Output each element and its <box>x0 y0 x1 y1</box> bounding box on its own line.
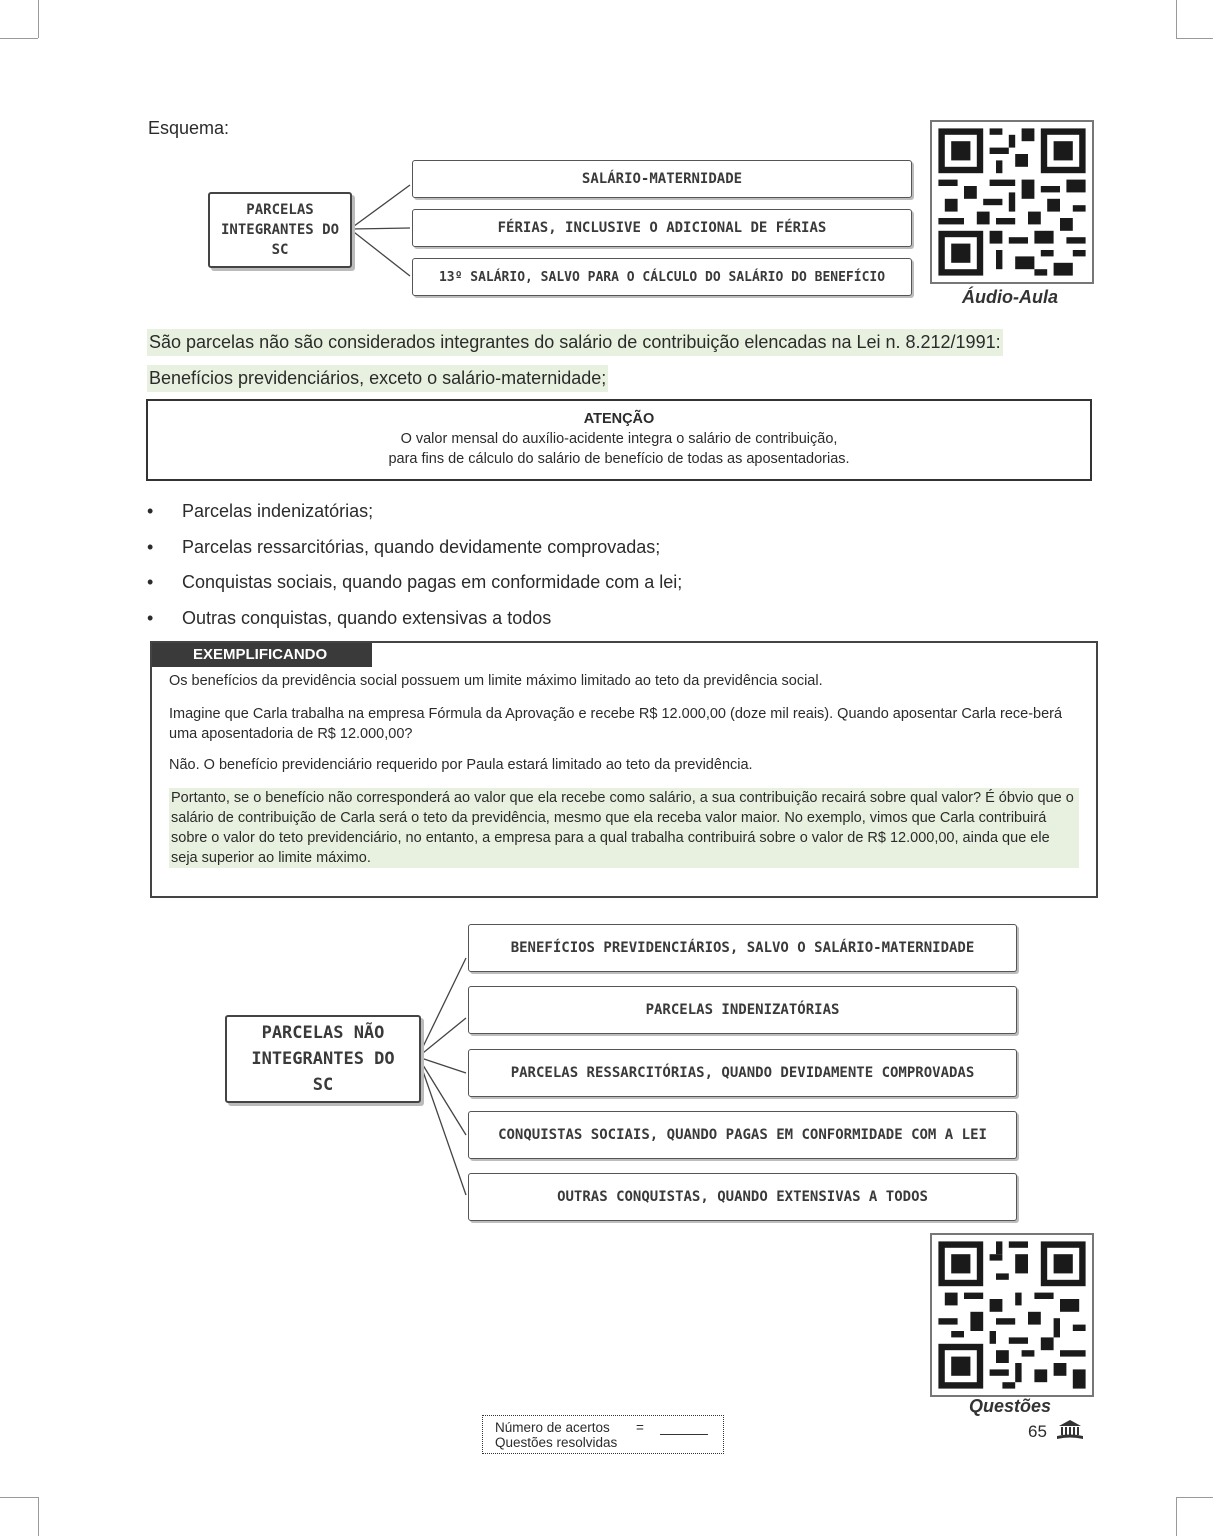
example-paragraph-3: Não. O benefício previdenciário requerido por Paula estará limitado ao teto da previdência. <box>169 757 753 773</box>
page-number: 65 <box>1028 1422 1047 1441</box>
diagram1-item-label: FÉRIAS, INCLUSIVE O ADICIONAL DE FÉRIAS <box>497 220 827 236</box>
diagram2-item <box>468 1111 1017 1159</box>
example-paragraph-1: Os benefícios da previdência social possuem um limite máximo limitado ao teto da previdência social. <box>169 673 823 689</box>
scheme-label: Esquema: <box>148 118 230 138</box>
diagram2-item <box>468 924 1017 972</box>
diagram2-item-label: PARCELAS INDENIZATÓRIAS <box>645 1002 840 1018</box>
score-blank-line[interactable] <box>660 1434 708 1435</box>
example-header: EXEMPLIFICANDO <box>152 643 372 667</box>
list-item-text: Conquistas sociais, quando pagas em conformidade com a lei; <box>182 572 683 592</box>
diagram2-item <box>468 986 1017 1034</box>
diagram2-item-label: CONQUISTAS SOCIAIS, QUANDO PAGAS EM CONFORMIDADE COM A LEI <box>498 1127 987 1143</box>
attention-line-1: O valor mensal do auxílio-acidente integra o salário de contribuição, <box>400 431 838 447</box>
attention-line-2: para fins de cálculo do salário de benefício de todas as aposentadorias. <box>388 451 850 467</box>
diagram1-item <box>412 209 912 247</box>
score-denominator-label: Questões resolvidas <box>495 1435 618 1450</box>
qr-audio-caption: Áudio-Aula <box>962 287 1058 307</box>
diagram1-source-box <box>208 192 352 268</box>
diagram2-item-label: BENEFÍCIOS PREVIDENCIÁRIOS, SALVO O SALÁRIO-MATERNIDADE <box>510 940 975 956</box>
list-item-text: Outras conquistas, quando extensivas a todos <box>182 608 552 628</box>
example-paragraph-2: Imagine que Carla trabalha na empresa Fórmula da Aprovação e recebe R$ 12.000,00 (doze mil reais). Quando aposentar Carla rece-berá uma aposentadoria de R$ 12.000,00? <box>169 706 1063 742</box>
qr-code-icon <box>932 122 1092 282</box>
highlight-line-2: Benefícios previdenciários, exceto o salário-maternidade; <box>147 365 608 392</box>
diagram1-item <box>412 258 912 296</box>
example-paragraph-4: Portanto, se o benefício não corresponderá ao valor que ela recebe como salário, a sua contribuição recairá sobre qual valor? É óbvio que o salário de contribuição de Carla será o teto da previdência, mesmo que ela receba valor maior. No exemplo, vimos que Carla contribuirá sobre o valor do teto previdenciário, no entanto, a empresa para a qual trabalha contribuirá sobre o valor de R$ 12.000,00, ainda que ele seja superior ao limite máximo. <box>169 788 1079 868</box>
diagram1-item-label: 13º SALÁRIO, SALVO PARA O CÁLCULO DO SALÁRIO DO BENEFÍCIO <box>438 269 886 285</box>
score-box <box>482 1415 724 1454</box>
diagram2-source-label: PARCELAS NÃO INTEGRANTES DO SC <box>251 1023 395 1095</box>
diagram1-source-label: PARCELAS INTEGRANTES DO SC <box>221 202 340 258</box>
highlight-line-1: São parcelas não são considerados integrantes do salário de contribuição elencadas na Lei n. 8.212/1991: <box>147 329 1003 356</box>
attention-box <box>146 399 1092 481</box>
diagram2-source-box <box>225 1015 421 1103</box>
qr-code-questions[interactable] <box>930 1233 1094 1397</box>
diagram2-item <box>468 1049 1017 1097</box>
list-item-text: Parcelas ressarcitórias, quando devidamente comprovadas; <box>182 537 661 557</box>
qr-questions-caption: Questões <box>968 1396 1052 1416</box>
diagram2-item-label: PARCELAS RESSARCITÓRIAS, QUANDO DEVIDAMENTE COMPROVADAS <box>510 1065 975 1081</box>
qr-code-audio[interactable] <box>930 120 1094 284</box>
diagram1-item <box>412 160 912 198</box>
score-numerator-label: Número de acertos <box>495 1420 610 1435</box>
qr-code-icon <box>932 1235 1092 1395</box>
diagram2-item-label: OUTRAS CONQUISTAS, QUANDO EXTENSIVAS A TODOS <box>557 1189 928 1205</box>
attention-title: ATENÇÃO <box>583 411 655 427</box>
list-item-text: Parcelas indenizatórias; <box>182 501 374 521</box>
score-equals: = <box>636 1420 644 1435</box>
diagram2-item <box>468 1173 1017 1221</box>
diagram1-item-label: SALÁRIO-MATERNIDADE <box>581 171 743 187</box>
book-building-icon <box>1056 1418 1084 1442</box>
example-box <box>150 641 1098 898</box>
